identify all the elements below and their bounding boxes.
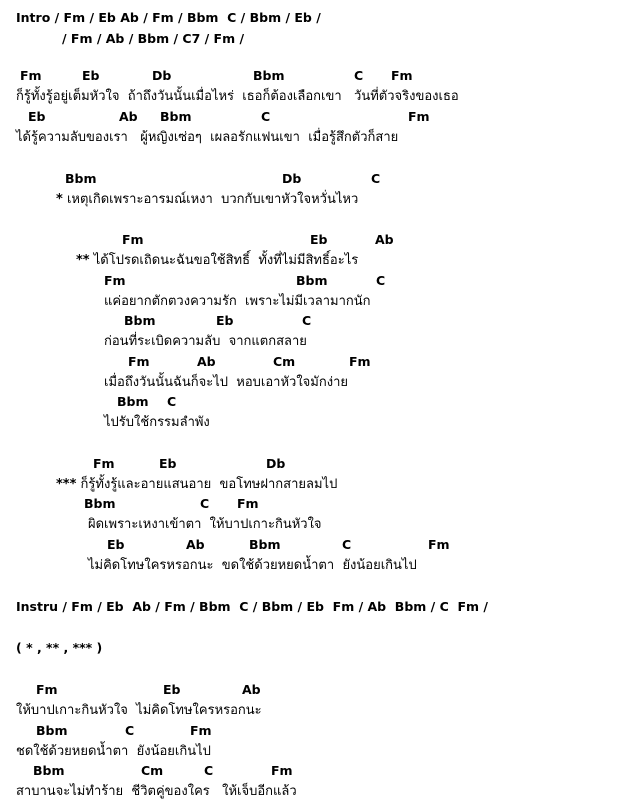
- intro-progression-1: / Fm / Eb Ab / Fm / Bbm C / Bbm / Eb /: [50, 10, 321, 25]
- lyric-line: แค่อยากตักตวงความรัก เพราะไม่มีเวลามากนัก: [104, 294, 371, 309]
- chord: Cm: [141, 763, 164, 778]
- chord: Fm: [36, 682, 58, 697]
- section-marker: *: [56, 192, 63, 207]
- chord: Bbm: [249, 537, 281, 552]
- chord: Db: [282, 171, 302, 186]
- chord: Bbm: [36, 723, 68, 738]
- intro-progression-2: / Fm / Ab / Bbm / C7 / Fm /: [62, 31, 245, 46]
- chord: C: [371, 171, 381, 186]
- chord: Fm: [93, 456, 115, 471]
- lyric-line: ได้รู้ความลับของเรา ผู้หญิงเซ่อๆ เผลอรักแฟนเขา เมื่อรู้สึกตัวก็สาย: [16, 130, 399, 145]
- chord: C: [302, 313, 312, 328]
- repeat-note: ( * , ** , *** ): [16, 640, 103, 655]
- chord: Db: [152, 68, 172, 83]
- chord: Fm: [349, 354, 371, 369]
- chord: C: [342, 537, 352, 552]
- lyric-line: เมื่อถึงวันนั้นฉันก็จะไป หอบเอาหัวใจมักง่าย: [104, 375, 348, 390]
- chord: Fm: [20, 68, 42, 83]
- instru-line: [16, 601, 488, 614]
- chord: Eb: [163, 682, 181, 697]
- chord: C: [354, 68, 364, 83]
- chord: Fm: [271, 763, 293, 778]
- chord: C: [125, 723, 135, 738]
- lyric-line: ชดใช้ด้วยหยดน้ำตา ยังน้อยเกินไป: [16, 744, 211, 759]
- lyric-text: ก็รู้ทั้งรู้และอายแสนอาย ขอโทษฝากสายลมไป: [80, 477, 338, 492]
- chord: Fm: [128, 354, 150, 369]
- chord: Bbm: [124, 313, 156, 328]
- lyric-line: ก็รู้ทั้งรู้อยู่เต็มหัวใจ ถ้าถึงวันนั้นเมื่อไหร่ เธอก็ต้องเลือกเขา วันที่ตัวจริงของเธอ: [16, 89, 459, 104]
- lyric-line: [56, 193, 358, 206]
- section-marker: **: [76, 253, 90, 268]
- lyric-line: สาบานจะไม่ทำร้าย ชีวิตคู่ของใคร ให้เจ็บอีกแล้ว: [16, 784, 297, 799]
- lyric-line: ผิดเพราะเหงาเข้าตา ให้บาปเกาะกินหัวใจ: [88, 517, 322, 532]
- lyric-text: ได้โปรดเถิดนะฉันขอใช้สิทธิ์ ทั้งที่ไม่มีสิทธิ์อะไร: [93, 253, 359, 268]
- instru-progression: / Fm / Eb Ab / Fm / Bbm C / Bbm / Eb Fm / Ab Bbm / C Fm /: [58, 599, 488, 614]
- chord: Bbm: [65, 171, 97, 186]
- chord: Eb: [82, 68, 100, 83]
- lyric-line: [56, 478, 337, 491]
- instru-label: Instru: [16, 599, 59, 614]
- chord: C: [376, 273, 386, 288]
- chord: Bbm: [160, 109, 192, 124]
- chord: Eb: [28, 109, 46, 124]
- chord: Fm: [237, 496, 259, 511]
- chord: Bbm: [253, 68, 285, 83]
- lyric-line: ให้บาปเกาะกินหัวใจ ไม่คิดโทษใครหรอกนะ: [16, 703, 262, 718]
- lyric-text: เหตุเกิดเพราะอารมณ์เหงา บวกกับเขาหัวใจหวั่นไหว: [66, 192, 359, 207]
- chord: Db: [266, 456, 286, 471]
- chord: C: [167, 394, 177, 409]
- chord: Fm: [190, 723, 212, 738]
- chord: Cm: [273, 354, 296, 369]
- chord: Ab: [119, 109, 138, 124]
- chord: Ab: [242, 682, 261, 697]
- chord: Fm: [122, 232, 144, 247]
- chord: Eb: [310, 232, 328, 247]
- chord: Ab: [375, 232, 394, 247]
- chord: Eb: [216, 313, 234, 328]
- chord: Ab: [197, 354, 216, 369]
- lyric-line: ไม่คิดโทษใครหรอกนะ ขดใช้ด้วยหยดน้ำตา ยังน้อยเกินไป: [88, 558, 417, 573]
- chord: Ab: [186, 537, 205, 552]
- intro-line-1: [16, 12, 321, 25]
- chord: Fm: [391, 68, 413, 83]
- chord: C: [200, 496, 210, 511]
- chord: Eb: [107, 537, 125, 552]
- chord: C: [204, 763, 214, 778]
- section-marker: ***: [56, 477, 77, 492]
- chord: Eb: [159, 456, 177, 471]
- chord: Fm: [408, 109, 430, 124]
- chord: Bbm: [33, 763, 65, 778]
- chord: Bbm: [296, 273, 328, 288]
- chord: Fm: [428, 537, 450, 552]
- lyric-line: [76, 254, 358, 267]
- chord: Bbm: [117, 394, 149, 409]
- lyric-line: ไปรับใช้กรรมลำพัง: [104, 415, 210, 430]
- chord: Fm: [104, 273, 126, 288]
- lyric-line: ก่อนที่ระเบิดความลับ จากแตกสลาย: [104, 334, 307, 349]
- intro-label: Intro: [16, 10, 51, 25]
- chord: C: [261, 109, 271, 124]
- chord: Bbm: [84, 496, 116, 511]
